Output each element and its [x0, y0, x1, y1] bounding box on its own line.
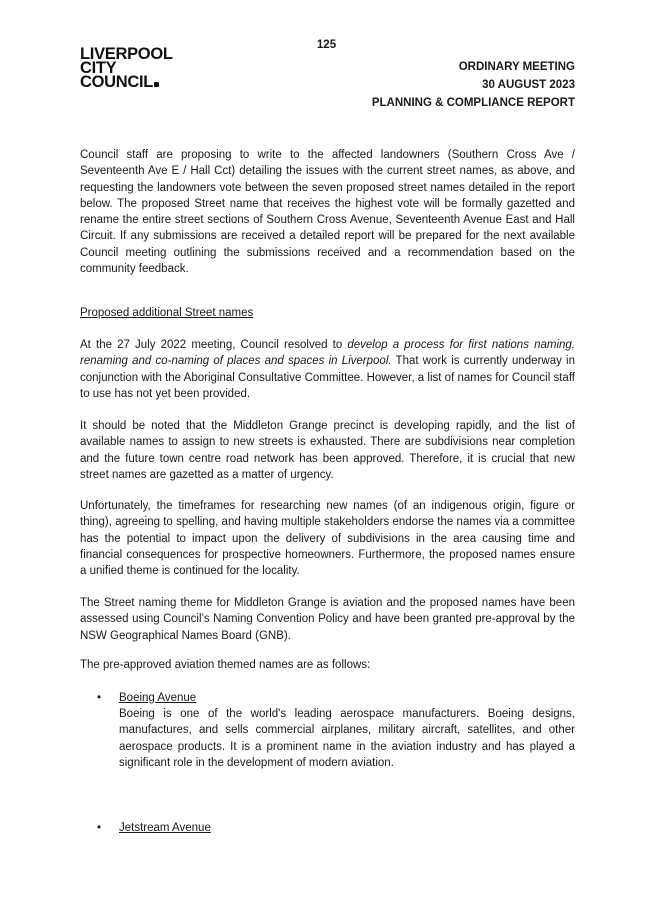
meeting-date: 30 AUGUST 2023: [482, 79, 575, 91]
paragraph-names-intro: The pre-approved aviation themed names are as follows:: [80, 659, 371, 671]
logo-line-3: COUNCIL: [80, 73, 154, 91]
paragraph-landowner-vote: Council staff are proposing to write to the affected landowners (Southern Cross Ave / Seventeenth Ave E / Hall Cct) detailing the issues with the current street names, as above, and requesting the landowners vote between the seven proposed street names detailed in the report below. The proposed Street name that receives the highest vote will be formally gazetted and rename the entire street sections of Southern Cross Avenue, Seventeenth Avenue East and Hall Circuit. If any submissions are received a detailed report will be prepared for the next available Council meeting outlining the submissions received and a recommendation based on the community feedback.: [80, 149, 575, 276]
report-title: PLANNING & COMPLIANCE REPORT: [371, 97, 575, 109]
resolution-text-start: At the 27 July 2022 meeting, Council resolved to: [80, 339, 348, 351]
bullet-title-boeing-avenue: Boeing Avenue: [119, 692, 197, 704]
meeting-title: ORDINARY MEETING: [458, 61, 575, 73]
logo-line-2: CITY: [80, 59, 117, 77]
page-number: 125: [316, 39, 337, 51]
paragraph-timeframes: Unfortunately, the timeframes for researching new names (of an indigenous origin, figure or thing), agreeing to spelling, and having multiple stakeholders endorse the names via a committee has the potential to impact upon the delivery of subdivisions in the area causing time and financial consequences for prospective homeowners. Furthermore, the proposed names ensure a unified theme is continued for the locality.: [80, 500, 575, 578]
bullet-symbol: •: [97, 692, 102, 704]
logo-dot-icon: [154, 82, 159, 87]
paragraph-naming-theme: The Street naming theme for Middleton Grange is aviation and the proposed names have been assessed using Council’s Naming Convention Policy and have been granted pre-approval by the NSW Geographical Names Board (GNB).: [80, 597, 575, 642]
section-heading: Proposed additional Street names: [80, 307, 254, 319]
council-logo: [80, 47, 173, 89]
meeting-header: [372, 58, 575, 112]
paragraph-precinct-growth: It should be noted that the Middleton Grange precinct is developing rapidly, and the list of available names to assign to new streets is exhausted. There are subdivisions near completion and the future town centre road network has been approved. Therefore, it is crucial that new street names are gazetted as a matter of urgency.: [80, 420, 575, 481]
logo-line-1: LIVERPOOL: [80, 45, 173, 63]
resolution-text-end: That work is currently underway in conjunction with the Aboriginal Consultative Committee. However, a list of names for Council staff to use has not yet been provided.: [80, 355, 575, 400]
bullet-body-boeing-avenue: Boeing is one of the world's leading aerospace manufacturers. Boeing designs, manufactures, and sells commercial airplanes, military aircraft, satellites, and other aerospace products. It is a prominent name in the aviation industry and has played a significant role in the development of modern aviation.: [119, 708, 575, 769]
bullet-title-jetstream-avenue: Jetstream Avenue: [119, 822, 211, 834]
resolution-quote: develop a process for first nations naming, renaming and co-naming of places and spaces in Liverpool.: [80, 339, 575, 368]
bullet-symbol: •: [97, 822, 102, 834]
paragraph-council-resolution: [80, 337, 575, 402]
